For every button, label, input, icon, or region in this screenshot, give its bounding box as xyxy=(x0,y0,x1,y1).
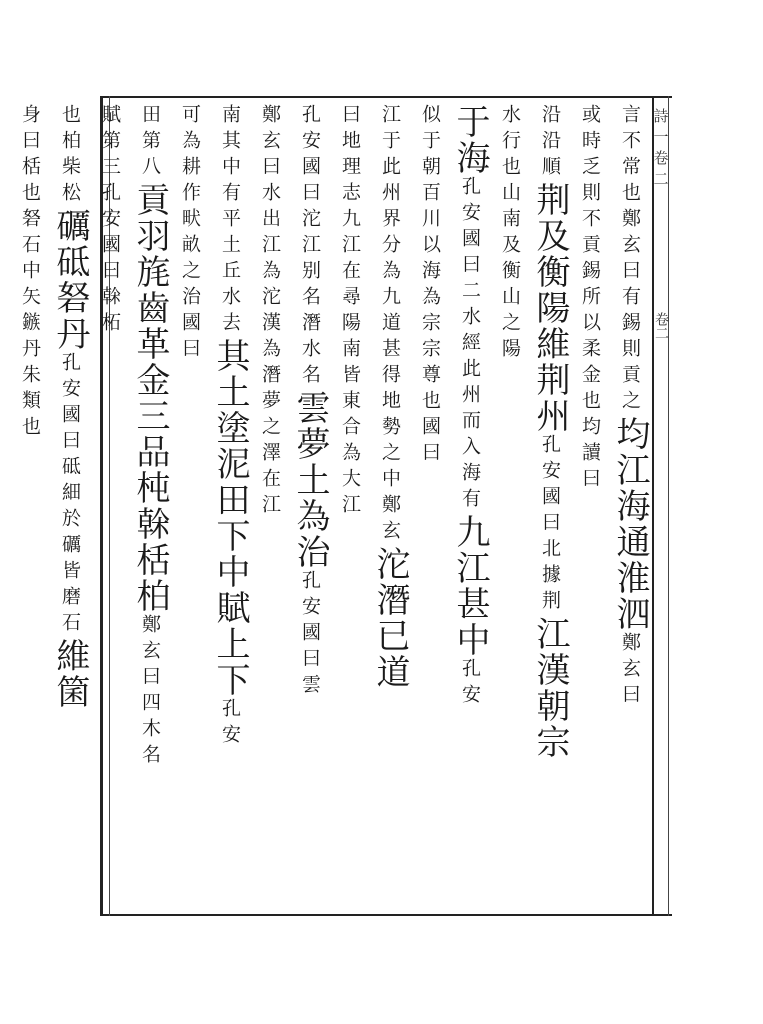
text-column xyxy=(170,104,210,908)
commentary-text: 水行也 xyxy=(499,104,521,182)
commentary-text: 夢之澤在江 xyxy=(259,390,281,520)
main-text: 其土塗泥田下中賦上下 xyxy=(210,338,250,698)
main-text: 礪砥砮丹 xyxy=(50,208,90,352)
text-column xyxy=(570,104,610,908)
commentary-text: 曰地理志九江在尋陽南皆東合為大江 xyxy=(339,104,361,520)
commentary-text: 鄭玄曰水出江為沱漢為潛 xyxy=(259,104,281,390)
text-column xyxy=(330,104,370,908)
text-column xyxy=(490,104,530,908)
text-columns xyxy=(19,104,650,908)
frame-right-outer-border xyxy=(668,96,669,916)
volume-label: 卷二 xyxy=(653,312,669,340)
commentary-text: 山南及衡山之陽 xyxy=(499,182,521,364)
main-text: 沱潛已道 xyxy=(370,546,410,690)
commentary-text: 也砮石中矢鏃丹朱類也 xyxy=(19,182,41,442)
frame-bottom-border xyxy=(100,914,672,916)
text-column xyxy=(130,104,170,908)
text-column xyxy=(530,104,570,908)
main-text: 江漢朝宗 xyxy=(530,616,570,760)
commentary-text: 南其中有平土丘水去 xyxy=(219,104,241,338)
main-text: 荆及衡陽維荆州 xyxy=(530,182,570,434)
commentary-text: 似于朝百川以海為宗宗尊也 xyxy=(419,104,441,416)
main-text: 貢羽旄齒革金三品杶榦栝柏 xyxy=(130,182,170,614)
commentary-text: 均讀曰 xyxy=(579,416,601,494)
commentary-text: 鄭玄曰四木名 xyxy=(139,614,161,770)
commentary-text: 賦第三 xyxy=(99,104,121,182)
commentary-text: 言不常也鄭玄曰有錫則貢之 xyxy=(619,104,641,416)
commentary-text: 孔安國曰砥細於礪皆磨石 xyxy=(59,352,81,638)
commentary-text: 孔安國曰榦柘 xyxy=(99,182,121,338)
text-column xyxy=(250,104,290,908)
commentary-text: 孔安國曰北據荆 xyxy=(539,434,561,616)
text-column xyxy=(370,104,410,908)
commentary-text: 可為耕作畎畝之治 xyxy=(179,104,201,312)
commentary-text: 孔安 xyxy=(459,658,481,710)
commentary-text: 孔安 xyxy=(219,698,241,750)
text-column xyxy=(210,104,250,908)
commentary-text: 江于此州界分為九道甚得地勢之中鄭玄 xyxy=(379,104,401,546)
main-text: 維箘 xyxy=(50,638,90,710)
text-column xyxy=(290,104,330,908)
text-column xyxy=(410,104,450,908)
commentary-text: 田第八 xyxy=(139,104,161,182)
commentary-text: 或時乏則不貢錫所以柔金也 xyxy=(579,104,601,416)
margin-strip xyxy=(651,98,670,914)
commentary-text: 國曰 xyxy=(419,416,441,468)
commentary-text: 也柏柴松 xyxy=(59,104,81,208)
text-column xyxy=(10,104,50,908)
commentary-text: 孔安國曰沱江别名潛水名 xyxy=(299,104,321,390)
frame-top-border xyxy=(100,96,672,98)
text-column xyxy=(610,104,650,908)
commentary-text: 沿沿順 xyxy=(539,104,561,182)
main-text: 均江海通淮泗 xyxy=(610,416,650,632)
text-column xyxy=(90,104,130,908)
commentary-text: 孔安國曰雲 xyxy=(299,570,321,700)
main-text: 于海 xyxy=(450,104,490,176)
commentary-text: 國曰 xyxy=(179,312,201,364)
commentary-text: 鄭玄曰 xyxy=(619,632,641,710)
main-text: 九江甚中 xyxy=(450,514,490,658)
commentary-text: 孔安國曰二水經此州而入海有 xyxy=(459,176,481,514)
main-text: 雲夢土為治 xyxy=(290,390,330,570)
text-column xyxy=(450,104,490,908)
margin-title: 詩一卷二 xyxy=(651,108,670,192)
text-column xyxy=(50,104,90,908)
commentary-text: 身曰栝 xyxy=(19,104,41,182)
